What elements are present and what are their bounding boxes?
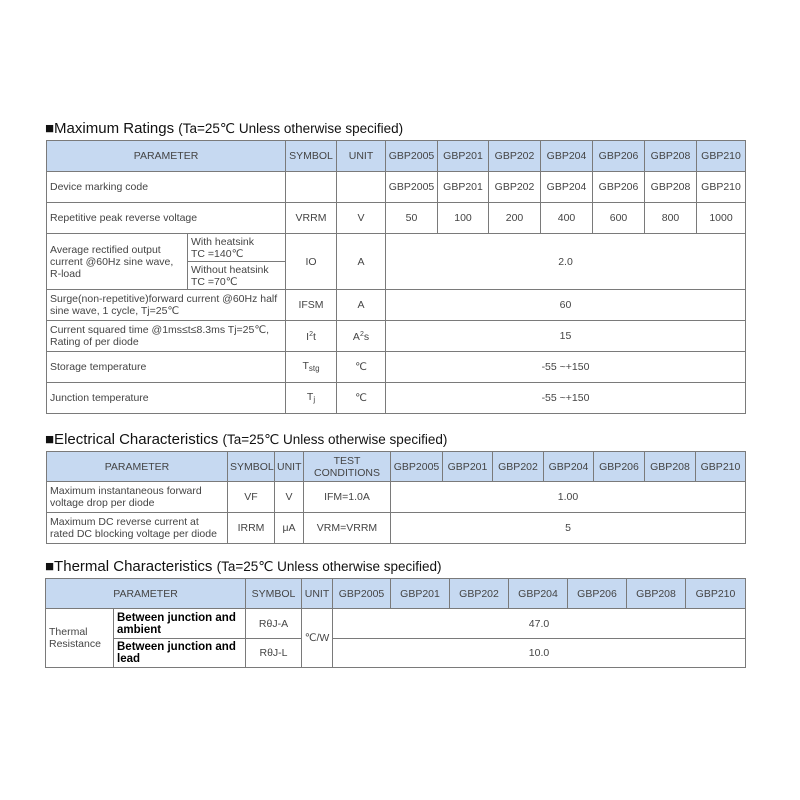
header-model: GBP2005	[333, 579, 391, 609]
header-model: GBP210	[697, 141, 746, 172]
header-model: GBP2005	[391, 452, 443, 482]
value-cell: -55 ~+150	[386, 352, 746, 383]
header-model: GBP206	[594, 452, 645, 482]
value-cell: GBP206	[593, 172, 645, 203]
value-cell: GBP201	[438, 172, 489, 203]
condition-line: Without heatsink	[191, 263, 269, 276]
header-parameter: PARAMETER	[46, 579, 246, 609]
condition-line: TC =140℃	[191, 247, 244, 260]
symbol-cell: $T_j$	[286, 383, 337, 414]
header-model: GBP202	[489, 141, 541, 172]
thermal-heading: ■Thermal Characteristics	[45, 558, 213, 575]
header-symbol: SYMBOL	[286, 141, 337, 172]
table-row-marking	[47, 172, 746, 203]
row-label: Junction temperature	[47, 383, 286, 414]
group-label: Thermal Resistance	[46, 609, 114, 668]
value-cell: 5	[391, 513, 746, 544]
header-parameter: PARAMETER	[47, 141, 286, 172]
header-symbol: SYMBOL	[228, 452, 275, 482]
max-ratings-title	[45, 120, 403, 137]
row-label: Between junction and ambient	[114, 609, 246, 639]
header-model: GBP208	[645, 141, 697, 172]
value-cell: 1000	[697, 203, 746, 234]
unit-cell: A	[337, 290, 386, 321]
row-label: Average rectified output current @60Hz sine wave, R-load	[47, 234, 188, 290]
header-model: GBP201	[443, 452, 493, 482]
header-model: GBP202	[493, 452, 544, 482]
symbol-cell	[286, 172, 337, 203]
unit-cell: ℃/W	[302, 609, 333, 668]
max-ratings-condition: (Ta=25℃ Unless otherwise specified)	[178, 121, 404, 136]
value-cell: -55 ~+150	[386, 383, 746, 414]
value-cell: 60	[386, 290, 746, 321]
header-model: GBP208	[645, 452, 696, 482]
table-row-i2t	[47, 321, 746, 352]
unit-cell	[337, 172, 386, 203]
unit-cell: $A^2s$	[337, 321, 386, 352]
condition-line: TC =70℃	[191, 275, 238, 288]
row-label: Between junction and lead	[114, 639, 246, 668]
symbol-cell: IRRM	[228, 513, 275, 544]
table-row-vrrm	[47, 203, 746, 234]
table-row-ifsm	[47, 290, 746, 321]
header-model: GBP210	[686, 579, 746, 609]
value-cell: 10.0	[333, 639, 746, 668]
header-model: GBP206	[568, 579, 627, 609]
table-row-irrm	[47, 513, 746, 544]
row-label: Surge(non-repetitive)forward current @60Hz half sine wave, 1 cycle, Tj=25℃	[47, 290, 286, 321]
value-cell: 50	[386, 203, 438, 234]
value-cell: 600	[593, 203, 645, 234]
condition-cell	[188, 234, 286, 262]
header-model: GBP206	[593, 141, 645, 172]
header-model: GBP210	[696, 452, 746, 482]
row-label: Storage temperature	[47, 352, 286, 383]
table-row-tstg	[47, 352, 746, 383]
value-cell: 800	[645, 203, 697, 234]
value-cell: 200	[489, 203, 541, 234]
condition-line: With heatsink	[191, 235, 255, 248]
value-cell: GBP210	[697, 172, 746, 203]
row-label: Device marking code	[47, 172, 286, 203]
symbol-cell: IO	[286, 234, 337, 290]
header-model: GBP204	[544, 452, 594, 482]
symbol-cell: VF	[228, 482, 275, 513]
header-unit: UNIT	[337, 141, 386, 172]
electrical-title	[45, 431, 447, 448]
header-model: GBP202	[450, 579, 509, 609]
header-unit: UNIT	[302, 579, 333, 609]
header-unit: UNIT	[275, 452, 304, 482]
header-parameter: PARAMETER	[47, 452, 228, 482]
symbol-cell: RθJ-L	[246, 639, 302, 668]
value-cell: 1.00	[391, 482, 746, 513]
table-row-vf	[47, 482, 746, 513]
table-row-rtheta-jl	[46, 639, 746, 668]
header-symbol: SYMBOL	[246, 579, 302, 609]
header-model: GBP201	[391, 579, 450, 609]
symbol-cell: $I^2t$	[286, 321, 337, 352]
value-cell: 100	[438, 203, 489, 234]
value-cell: 47.0	[333, 609, 746, 639]
max-ratings-heading: ■Maximum Ratings	[45, 120, 175, 137]
electrical-heading: ■Electrical Characteristics	[45, 431, 219, 448]
value-cell: GBP208	[645, 172, 697, 203]
table-row-tj	[47, 383, 746, 414]
test-condition-cell: IFM=1.0A	[304, 482, 391, 513]
header-test-conditions: TEST CONDITIONS	[304, 452, 391, 482]
header-row	[47, 452, 746, 482]
value-cell: 400	[541, 203, 593, 234]
condition-cell	[188, 262, 286, 290]
table-row-rtheta-ja	[46, 609, 746, 639]
max-ratings-table	[46, 140, 746, 414]
row-label: Repetitive peak reverse voltage	[47, 203, 286, 234]
value-cell: 2.0	[386, 234, 746, 290]
unit-cell: ℃	[337, 352, 386, 383]
unit-cell: V	[337, 203, 386, 234]
symbol-cell: VRRM	[286, 203, 337, 234]
row-label: Maximum instantaneous forward voltage drop per diode	[47, 482, 228, 513]
unit-cell: V	[275, 482, 304, 513]
value-cell: 15	[386, 321, 746, 352]
unit-cell: A	[337, 234, 386, 290]
unit-cell: ℃	[337, 383, 386, 414]
value-cell: GBP204	[541, 172, 593, 203]
symbol-cell: IFSM	[286, 290, 337, 321]
header-model: GBP204	[509, 579, 568, 609]
header-row	[47, 141, 746, 172]
thermal-condition: (Ta=25℃ Unless otherwise specified)	[216, 559, 442, 574]
table-row-io	[47, 234, 746, 262]
electrical-table	[46, 451, 746, 544]
symbol-cell: $T_{stg}$	[286, 352, 337, 383]
row-label: Maximum DC reverse current at rated DC blocking voltage per diode	[47, 513, 228, 544]
row-label: Current squared time @1ms≤t≤8.3ms Tj=25℃, Rating of per diode	[47, 321, 286, 352]
value-cell: GBP2005	[386, 172, 438, 203]
header-model: GBP201	[438, 141, 489, 172]
electrical-condition: (Ta=25℃ Unless otherwise specified)	[222, 432, 448, 447]
header-model: GBP2005	[386, 141, 438, 172]
unit-cell: μA	[275, 513, 304, 544]
thermal-title	[45, 558, 442, 575]
thermal-table	[45, 578, 746, 668]
value-cell: GBP202	[489, 172, 541, 203]
header-row	[46, 579, 746, 609]
test-condition-cell: VRM=VRRM	[304, 513, 391, 544]
symbol-cell: RθJ-A	[246, 609, 302, 639]
header-model: GBP204	[541, 141, 593, 172]
header-model: GBP208	[627, 579, 686, 609]
